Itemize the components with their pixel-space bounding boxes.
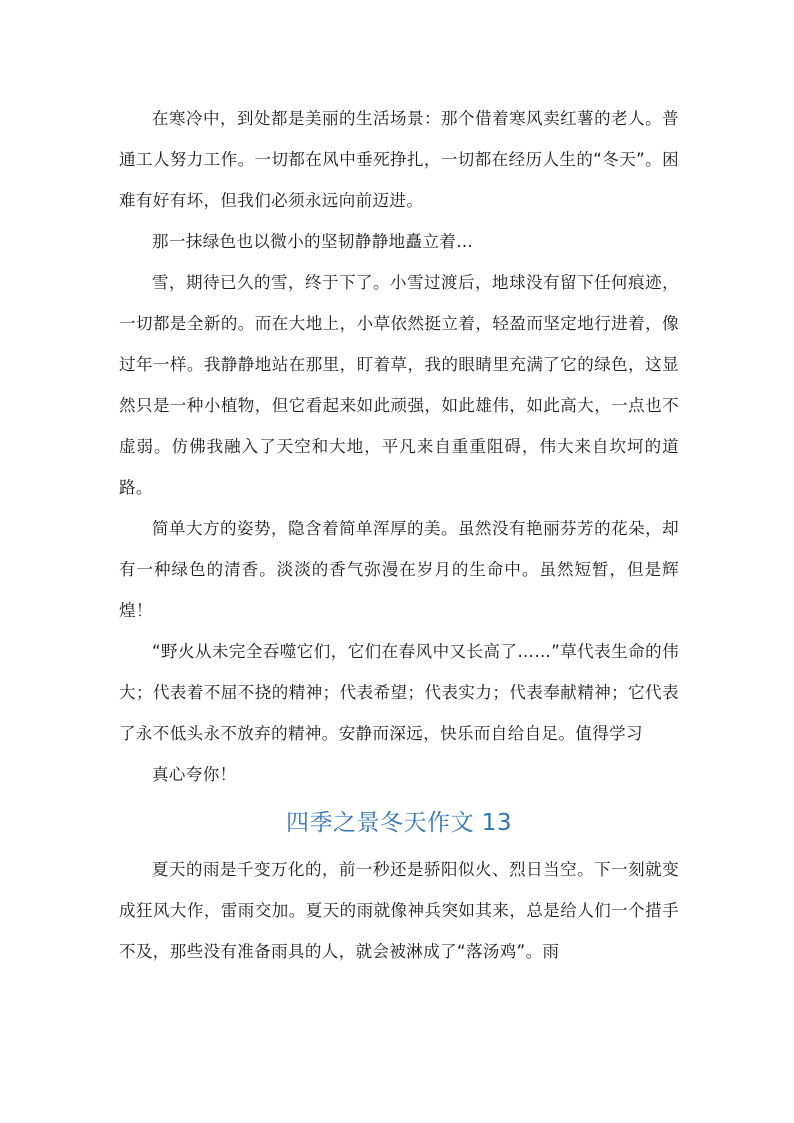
paragraph-cold-scenes: 在寒冷中，到处都是美丽的生活场景：那个借着寒风卖红薯的老人。普通工人努力工作。一切都在风中垂死挣扎，一切都在经历人生的“冬天”。困难有好有坏，但我们必须永远向前迈进。 bbox=[119, 109, 679, 210]
paragraph-snow: 雪，期待已久的雪，终于下了。小雪过渡后，地球没有留下任何痕迹，一切都是全新的。而在大地上，小草依然挺立着，轻盈而坚定地行进着，像过年一样。我静静地站在那里，盯着草，我的眼睛里充满了它的绿色，这显然只是一种小植物，但它看起来如此顽强，如此雄伟，如此高大，一点也不虚弱。仿佛我融入了天空和大地，平凡来自重重阻碍，伟大来自坎坷的道路。 bbox=[119, 273, 679, 497]
paragraph-simple-beauty: 简单大方的姿势，隐含着简单浑厚的美。虽然没有艳丽芬芳的花朵，却有一种绿色的清香。淡淡的香气弥漫在岁月的生命中。虽然短暂，但是辉煌！ bbox=[119, 519, 679, 620]
paragraph-summer-rain: 夏天的雨是千变万化的，前一秒还是骄阳似火、烈日当空。下一刻就变成狂风大作，雷雨交加。夏天的雨就像神兵突如其来，总是给人们一个措手不及，那些没有准备雨具的人，就会被淋成了“落汤鸡”。雨 bbox=[119, 860, 679, 961]
section-title: 四季之景冬天作文 13 bbox=[285, 810, 513, 836]
paragraph-praise: 真心夸你！ bbox=[152, 765, 237, 784]
document-page bbox=[119, 98, 679, 972]
paragraph-green-stands: 那一抹绿色也以微小的坚韧静静地矗立着… bbox=[152, 232, 474, 251]
paragraph-wildfire: “野火从未完全吞噬它们，它们在春风中又长高了……”草代表生命的伟大；代表着不屈不挠的精神；代表希望；代表实力；代表奉献精神；它代表了永不低头永不放弃的精神。安静而深远，快乐而自给自足。值得学习 bbox=[119, 642, 679, 743]
